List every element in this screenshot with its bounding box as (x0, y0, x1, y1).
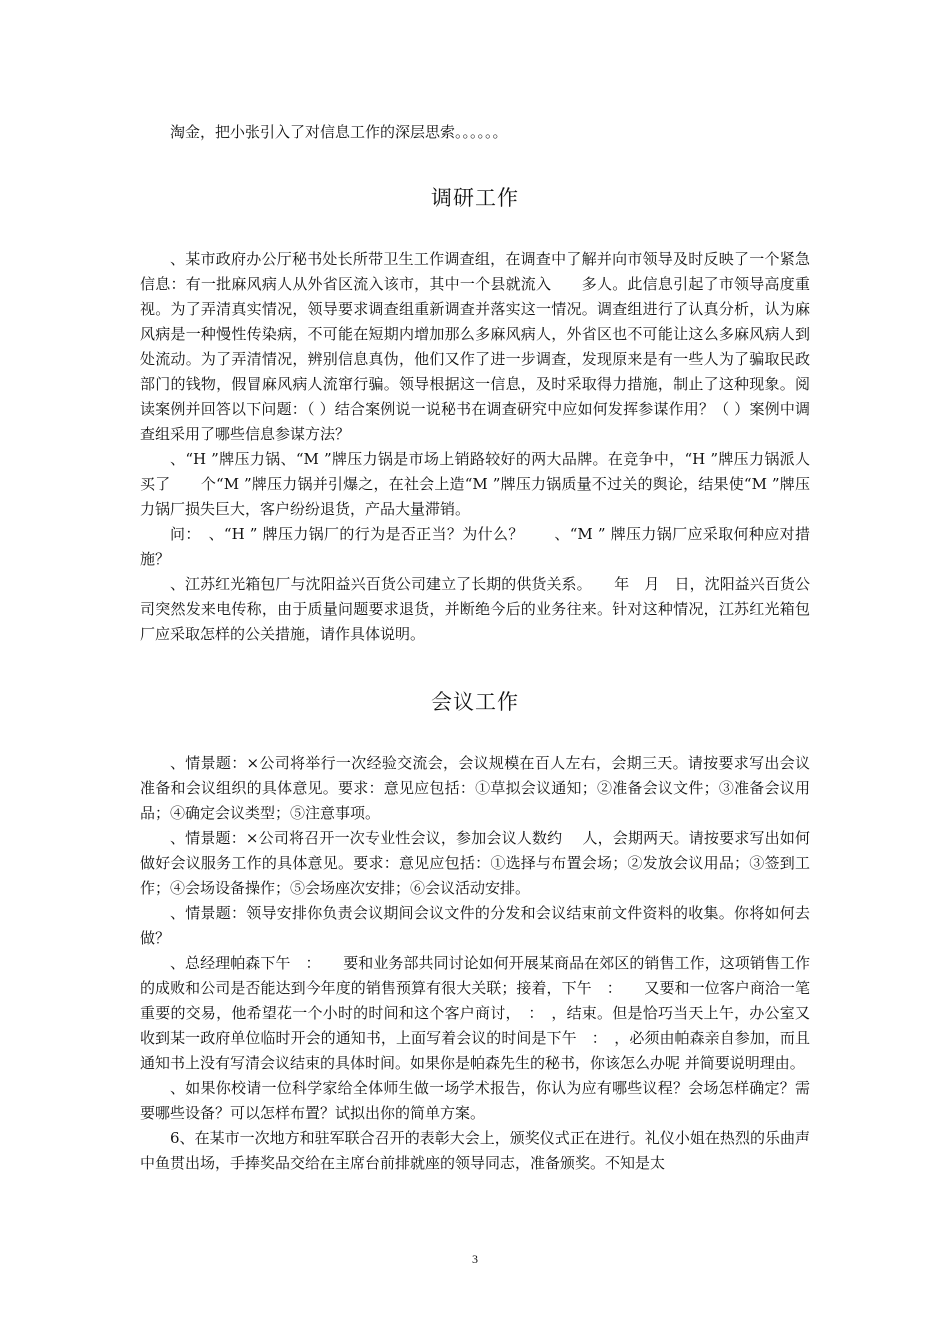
research-question-1: 、某市政府办公厅秘书处长所带卫生工作调查组，在调查中了解并向市领导及时反映了一个紧急信息：有一批麻风病人从外省区流入该市，其中一个县就流入 多人。此信息引起了市领导高度重视。为了弄清真实情况，领导要求调查组重新调查并落实这一情况。调查组进行了认真分析，认为麻风病是一种慢性传染病，不可能在短期内增加那么多麻风病人，外省区也不可能让这么多麻风病人到处流动。为了弄清情况，辨别信息真伪，他们又作了进一步调查，发现原来是有一些人为了骗取民政部门的钱物，假冒麻风病人流窜行骗。领导根据这一信息，及时采取得力措施，制止了这种现象。阅读案例并回答以下问题：（ ）结合案例说一说秘书在调查研究中应如何发挥参谋作用？（ ）案例中调查组采用了哪些信息参谋方法？ (140, 250, 810, 443)
meeting-question-2: 、情景题：×公司将召开一次专业性会议，参加会议人数约 人，会期两天。请按要求写出如何做好会议服务工作的具体意见。要求：意见应包括：①选择与布置会场；②发放会议用品；③签到工作；④会场设备操作；⑤会场座次安排；⑥会议活动安排。 (140, 829, 810, 897)
research-question-2-ask: 问： 、“H ” 牌压力锅厂的行为是否正当？为什么？ 、“M ” 牌压力锅厂应采取何种应对措施？ (140, 525, 810, 568)
section-research-body (140, 247, 810, 647)
section-title-research: 调研工作 (431, 186, 519, 210)
meeting-question-4: 、总经理帕森下午 ： 要和业务部共同讨论如何开展某商品在郊区的销售工作，这项销售工作的成败和公司是否能达到今年度的销售预算有很大关联；接着，下午 ： 又要和一位客户商洽一笔重要的交易，他希望花一个小时的时间和这个客户商讨， ： ，结束。但是恰巧当天上午，办公室又收到某一政府单位临时开会的通知书，上面写着会议的时间是下午 ： ，必须由帕森亲自参加，而且通知书上没有写清会议结束的具体时间。如果你是帕森先生的秘书，你该怎么办呢 并简要说明理由。 (140, 954, 810, 1072)
meeting-question-6: 6、在某市一次地方和驻军联合召开的表彰大会上，颁奖仪式正在进行。礼仪小姐在热烈的乐曲声中鱼贯出场，手捧奖品交给在主席台前排就座的领导同志，准备颁奖。不知是太 (140, 1129, 810, 1172)
meeting-question-5: 、如果你校请一位科学家给全体师生做一场学术报告，你认为应有哪些议程？会场怎样确定？需要哪些设备？可以怎样布置？试拟出你的简单方案。 (140, 1079, 810, 1122)
section-meeting-body (140, 751, 810, 1176)
research-question-3: 、江苏红光箱包厂与沈阳益兴百货公司建立了长期的供货关系。 年 月 日，沈阳益兴百货公司突然发来电传称，由于质量问题要求退货，并断绝今后的业务往来。针对这种情况，江苏红光箱包厂应采取怎样的公关措施，请作具体说明。 (140, 575, 810, 643)
research-question-2: 、“H ”牌压力锅、“M ”牌压力锅是市场上销路较好的两大品牌。在竞争中，“H ”牌压力锅派人买了 个“M ”牌压力锅并引爆之，在社会上造“M ”牌压力锅质量不过关的舆论，结果使“M ”牌压力锅厂损失巨大，客户纷纷退货，产品大量滞销。 (140, 450, 810, 518)
intro-paragraph: 淘金，把小张引入了对信息工作的深层思索。。。。。。 (170, 123, 508, 141)
section-title-meeting: 会议工作 (431, 690, 519, 714)
meeting-question-3: 、情景题：领导安排你负责会议期间会议文件的分发和会议结束前文件资料的收集。你将如何去做？ (140, 904, 810, 947)
meeting-question-1: 、情景题：×公司将举行一次经验交流会，会议规模在百人左右，会期三天。请按要求写出会议准备和会议组织的具体意见。要求：意见应包括：①草拟会议通知；②准备会议文件；③准备会议用品；④确定会议类型；⑤注意事项。 (140, 754, 810, 822)
page-number: 3 (472, 1252, 478, 1266)
page-content (140, 120, 810, 1176)
